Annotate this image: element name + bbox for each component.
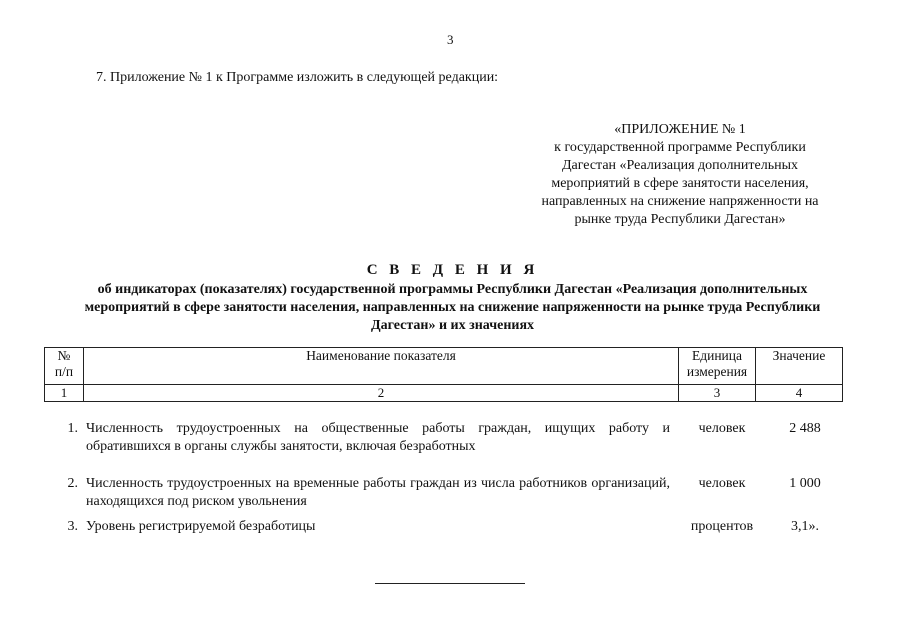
subtitle-line: об индикаторах (показателях) государственной программы Республики Дагестан «Реализация дополнительных [97, 282, 808, 297]
intro-paragraph: 7. Приложение № 1 к Программе изложить в следующей редакции: [96, 70, 499, 85]
subtitle-line: мероприятий в сфере занятости населения, направленных на снижение напряженности на рынке труда Республики [84, 300, 821, 315]
appendix-line: Дагестан «Реализация дополнительных [561, 158, 799, 173]
row-value: 3,1». [791, 519, 819, 534]
appendix-line: мероприятий в сфере занятости населения, [551, 176, 809, 191]
indicators-table-header [44, 347, 843, 402]
appendix-line: к государственной программе Республики [554, 140, 806, 155]
end-divider-line [375, 583, 525, 584]
row-number: 2. [67, 476, 78, 491]
page-number: 3 [447, 32, 454, 47]
appendix-line: «ПРИЛОЖЕНИЕ № 1 [614, 122, 746, 137]
document-title: С В Е Д Е Н И Я [366, 262, 539, 278]
header-unit: Единица измерения [679, 348, 756, 385]
column-index: 4 [756, 385, 843, 402]
row-name: Численность трудоустроенных на общественные работы граждан, ищущих работу и обратившихся в органы службы занятости, включая безработных [86, 421, 670, 454]
subtitle-line: Дагестан» и их значениях [370, 318, 535, 333]
document-subtitle [40, 281, 865, 335]
row-name: Уровень регистрируемой безработицы [86, 519, 316, 534]
row-number: 3. [67, 519, 78, 534]
row-number: 1. [67, 421, 78, 436]
header-value: Значение [756, 348, 843, 385]
column-index: 1 [45, 385, 84, 402]
row-value: 2 488 [789, 421, 821, 436]
row-unit: человек [698, 476, 746, 491]
column-index: 2 [84, 385, 679, 402]
column-index: 3 [679, 385, 756, 402]
table-index-row [45, 385, 843, 402]
row-unit: процентов [690, 519, 754, 534]
row-value: 1 000 [789, 476, 821, 491]
row-unit: человек [698, 421, 746, 436]
appendix-line: рынке труда Республики Дагестан» [574, 212, 786, 227]
row-name: Численность трудоустроенных на временные работы граждан из числа работников организаций, находящихся под риском увольнения [86, 476, 670, 509]
header-num: № п/п [45, 348, 84, 385]
appendix-header [520, 121, 840, 229]
header-name: Наименование показателя [84, 348, 679, 385]
appendix-line: направленных на снижение напряженности на [541, 194, 819, 209]
table-header-row [45, 348, 843, 385]
